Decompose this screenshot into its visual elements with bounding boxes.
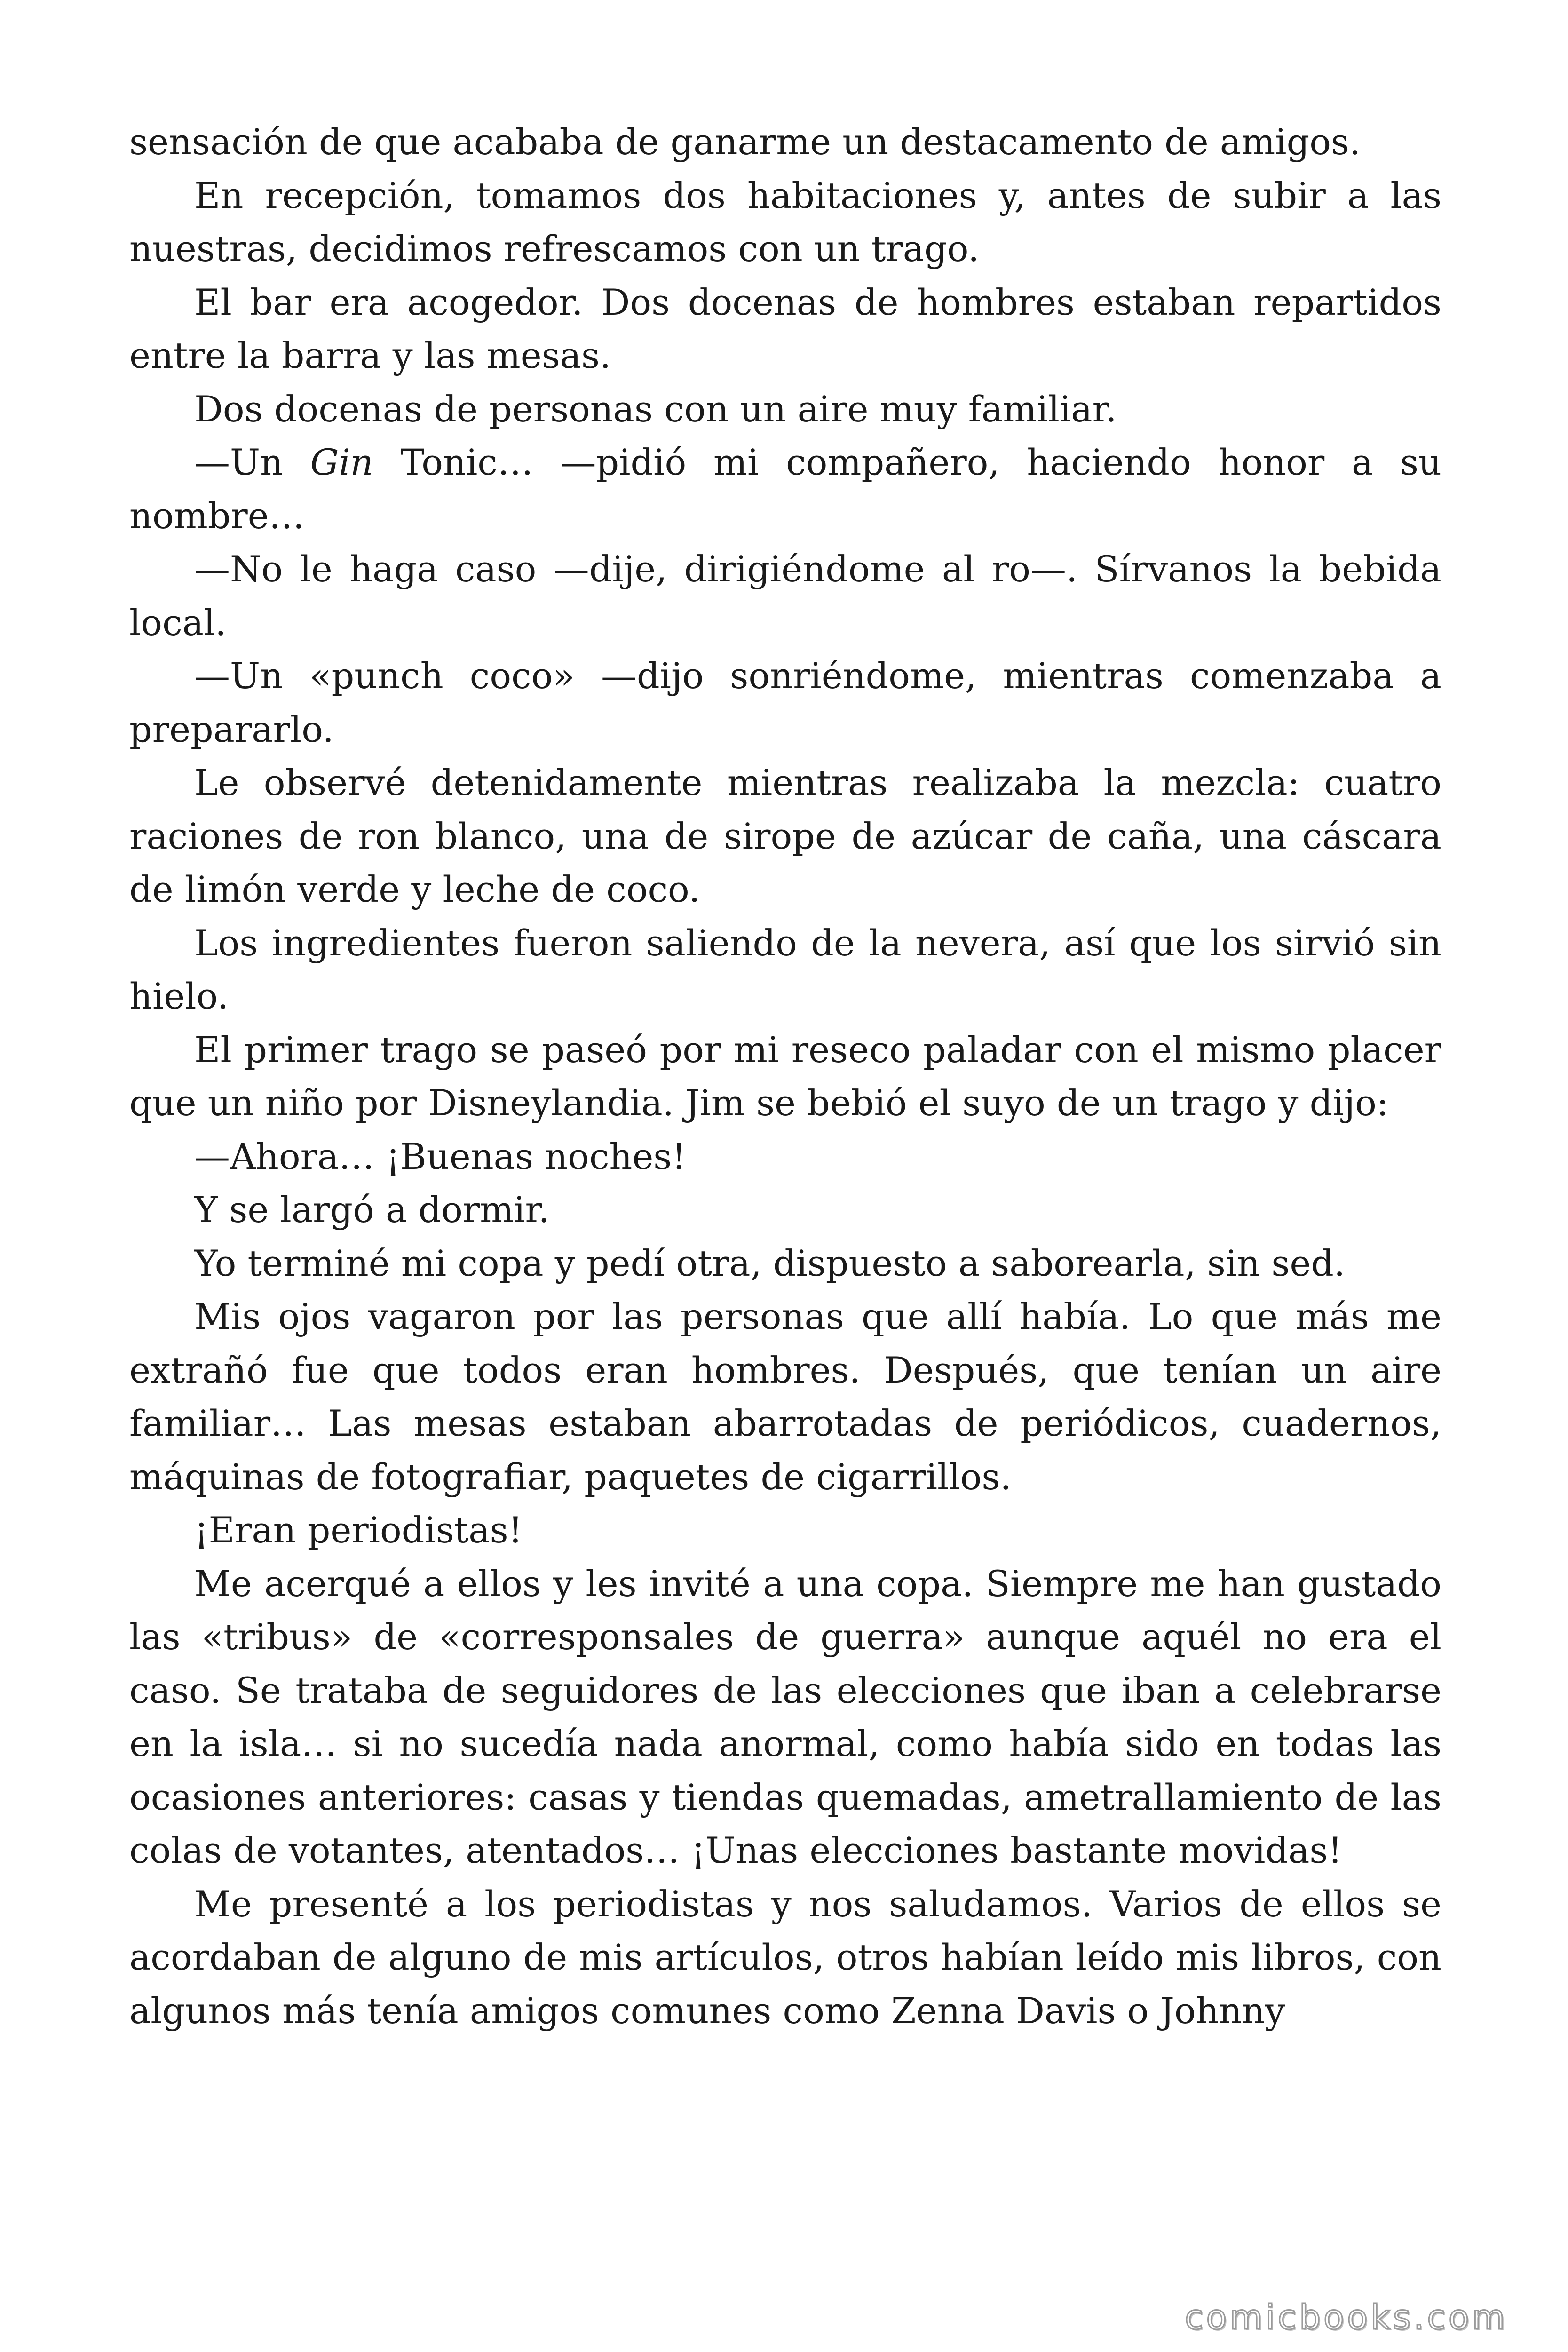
paragraph: El primer trago se paseó por mi reseco paladar con el mismo placer que un niño por Disneylandia. Jim se bebió el suyo de un trago y dijo: xyxy=(129,1028,1441,1124)
paragraph: Y se largó a dormir. xyxy=(194,1189,550,1231)
paragraph: sensación de que acababa de ganarme un destacamento de amigos. xyxy=(129,121,1361,163)
paragraph-text: Tonic… —pidió mi compañero, haciendo honor a su nombre… xyxy=(129,441,1442,537)
paragraph: —Un «punch coco» —dijo sonriéndome, mientras comenzaba a prepararlo. xyxy=(129,655,1441,750)
italic-text: Gin xyxy=(310,441,373,483)
paragraph: Los ingredientes fueron saliendo de la nevera, así que los sirvió sin hielo. xyxy=(129,922,1441,1017)
paragraph: Le observé detenidamente mientras realizaba la mezcla: cuatro raciones de ron blanco, una de sirope de azúcar de caña, una cáscara de limón verde y leche de coco. xyxy=(129,762,1441,910)
paragraph: Me acerqué a ellos y les invité a una copa. Siempre me han gustado las «tribus» de «corresponsales de guerra» aunque aquél no era el caso. Se trataba de seguidores de las elecciones que iban a celebrarse en la isla… si no sucedía nada anormal, como había sido en todas las ocasiones anteriores: casas y tiendas quemadas, ametrallamiento de las colas de votantes, atentados… ¡Unas elecciones bastante movidas! xyxy=(129,1562,1441,1871)
paragraph: ¡Eran periodistas! xyxy=(194,1509,523,1551)
paragraph: —No le haga caso —dije, dirigiéndome al ro—. Sírvanos la bebida local. xyxy=(129,548,1441,644)
paragraph: Mis ojos vagaron por las personas que allí había. Lo que más me extrañó fue que todos eran hombres. Después, que tenían un aire familiar… Las mesas estaban abarrotadas de periódicos, cuadernos, máquinas de fotografiar, paquetes de cigarrillos. xyxy=(129,1295,1441,1498)
paragraph: —Ahora… ¡Buenas noches! xyxy=(194,1135,686,1177)
paragraph-text: —Un xyxy=(194,441,310,483)
watermark: comicbooks.com xyxy=(1184,2297,1508,2337)
paragraph: El bar era acogedor. Dos docenas de hombres estaban repartidos entre la barra y las mesas. xyxy=(129,281,1441,376)
body-text xyxy=(129,115,1441,2037)
paragraph: Me presenté a los periodistas y nos saludamos. Varios de ellos se acordaban de alguno de mis artículos, otros habían leído mis libros, con algunos más tenía amigos comunes como Zenna Davis o Johnny xyxy=(129,1883,1441,2032)
paragraph: En recepción, tomamos dos habitaciones y, antes de subir a las nuestras, decidimos refrescamos con un trago. xyxy=(129,174,1441,270)
paragraph: Dos docenas de personas con un aire muy familiar. xyxy=(194,388,1117,430)
paragraph: Yo terminé mi copa y pedí otra, dispuesto a saborearla, sin sed. xyxy=(194,1242,1346,1284)
paragraph xyxy=(129,436,1441,542)
